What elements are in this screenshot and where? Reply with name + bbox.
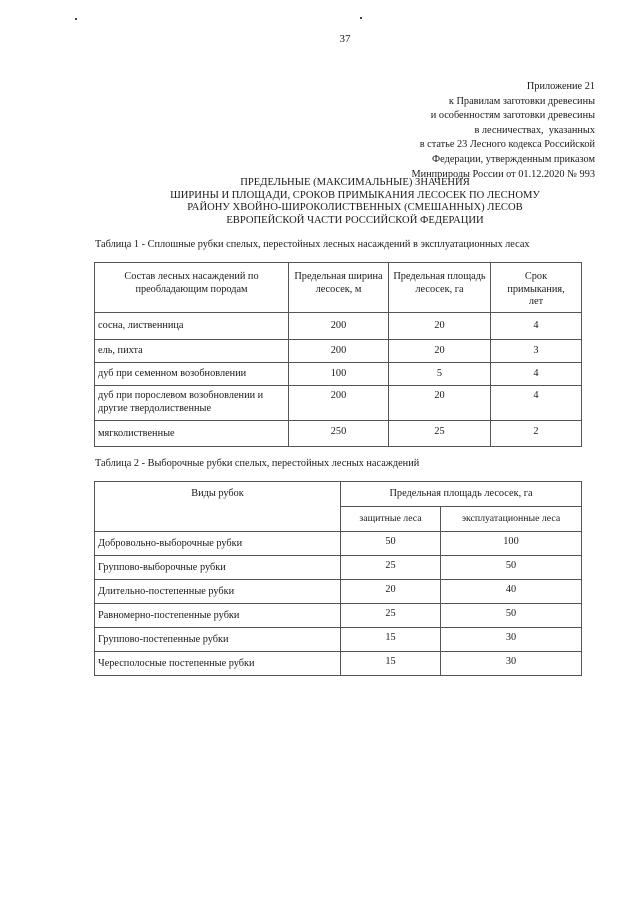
cell: 100 (441, 532, 582, 556)
cell: 20 (389, 340, 491, 363)
title-line: ШИРИНЫ И ПЛОЩАДИ, СРОКОВ ПРИМЫКАНИЯ ЛЕСОСЕК ПО ЛЕСНОМУ (170, 189, 540, 201)
appendix-line: Приложение 21 (526, 81, 595, 92)
cell: 200 (289, 386, 389, 421)
table2-header-row (95, 482, 582, 507)
table-row (95, 313, 582, 340)
table1-header-row (95, 263, 582, 313)
cell: 3 (491, 340, 582, 363)
cell: 4 (491, 386, 582, 421)
table-row (95, 580, 582, 604)
table-row (95, 556, 582, 580)
cell: 25 (341, 604, 441, 628)
table-row (95, 421, 582, 447)
cell: 200 (289, 313, 389, 340)
table-row (95, 340, 582, 363)
table2 (94, 481, 582, 676)
cell: 200 (289, 340, 389, 363)
cell: мягколиственные (95, 421, 289, 447)
table1-caption: Таблица 1 - Сплошные рубки спелых, перестойных лесных насаждений в эксплуатационных лесах (95, 239, 530, 250)
cell: 4 (491, 313, 582, 340)
cell: Чересполосные постепенные рубки (95, 652, 341, 676)
cell: Группово-постепенные рубки (95, 628, 341, 652)
table-row (95, 628, 582, 652)
cell: 20 (341, 580, 441, 604)
cell: ель, пихта (95, 340, 289, 363)
header-cell: защитные леса (341, 507, 441, 532)
table-row (95, 363, 582, 386)
cell: 20 (389, 386, 491, 421)
cell: 15 (341, 628, 441, 652)
cell: 250 (289, 421, 389, 447)
header-cell: Предельная площадь лесосек, га (341, 482, 582, 507)
appendix-note (411, 80, 595, 182)
header-cell: Состав лесных насаждений по преобладающим породам (95, 263, 289, 313)
page-number: 37 (339, 33, 351, 45)
title-line: РАЙОНУ ХВОЙНО-ШИРОКОЛИСТВЕННЫХ (СМЕШАННЫХ) ЛЕСОВ (187, 202, 523, 213)
table2-caption: Таблица 2 - Выборочные рубки спелых, перестойных лесных насаждений (95, 458, 420, 469)
cell: 5 (389, 363, 491, 386)
cell: Длительно-постепенные рубки (95, 580, 341, 604)
cell: 30 (441, 652, 582, 676)
table-row (95, 532, 582, 556)
cell: 100 (289, 363, 389, 386)
cell: Добровольно-выборочные рубки (95, 532, 341, 556)
cell: Равномерно-постепенные рубки (95, 604, 341, 628)
cell: дуб при порослевом возобновлении и другие твердолиственные (95, 386, 289, 421)
cell: 30 (441, 628, 582, 652)
document-title (0, 177, 640, 227)
cell: 50 (441, 604, 582, 628)
appendix-line: Федерации, утвержденным приказом (432, 153, 595, 165)
appendix-line: в статье 23 Лесного кодекса Российской (419, 139, 595, 151)
table-row (95, 652, 582, 676)
appendix-line: и особенностям заготовки древесины (430, 110, 595, 122)
appendix-line: в лесничествах, указанных (474, 124, 595, 136)
cell: Группово-выборочные рубки (95, 556, 341, 580)
appendix-line: Минприроды России от 01.12.2020 № 993 (411, 168, 595, 180)
cell: 50 (341, 532, 441, 556)
scan-speck (360, 17, 362, 19)
header-cell: Предельная ширина лесосек, м (289, 263, 389, 313)
title-line: ПРЕДЕЛЬНЫЕ (МАКСИМАЛЬНЫЕ) ЗНАЧЕНИЯ (240, 177, 470, 188)
header-cell: Виды рубок (95, 482, 341, 532)
cell: 50 (441, 556, 582, 580)
scan-speck (75, 18, 77, 20)
table1 (94, 262, 582, 447)
header-cell: эксплуатационные леса (441, 507, 582, 532)
cell: 40 (441, 580, 582, 604)
cell: 2 (491, 421, 582, 447)
cell: 4 (491, 363, 582, 386)
cell: дуб при семенном возобновлении (95, 363, 289, 386)
cell: 25 (389, 421, 491, 447)
table-row (95, 604, 582, 628)
header-cell: Предельная площадь лесосек, га (389, 263, 491, 313)
cell: 25 (341, 556, 441, 580)
appendix-line: к Правилам заготовки древесины (448, 95, 595, 107)
cell: 20 (389, 313, 491, 340)
title-line: ЕВРОПЕЙСКОЙ ЧАСТИ РОССИЙСКОЙ ФЕДЕРАЦИИ (226, 214, 484, 226)
cell: сосна, лиственница (95, 313, 289, 340)
header-cell: Срок примыкания, лет (491, 263, 582, 313)
table-row (95, 386, 582, 421)
cell: 15 (341, 652, 441, 676)
